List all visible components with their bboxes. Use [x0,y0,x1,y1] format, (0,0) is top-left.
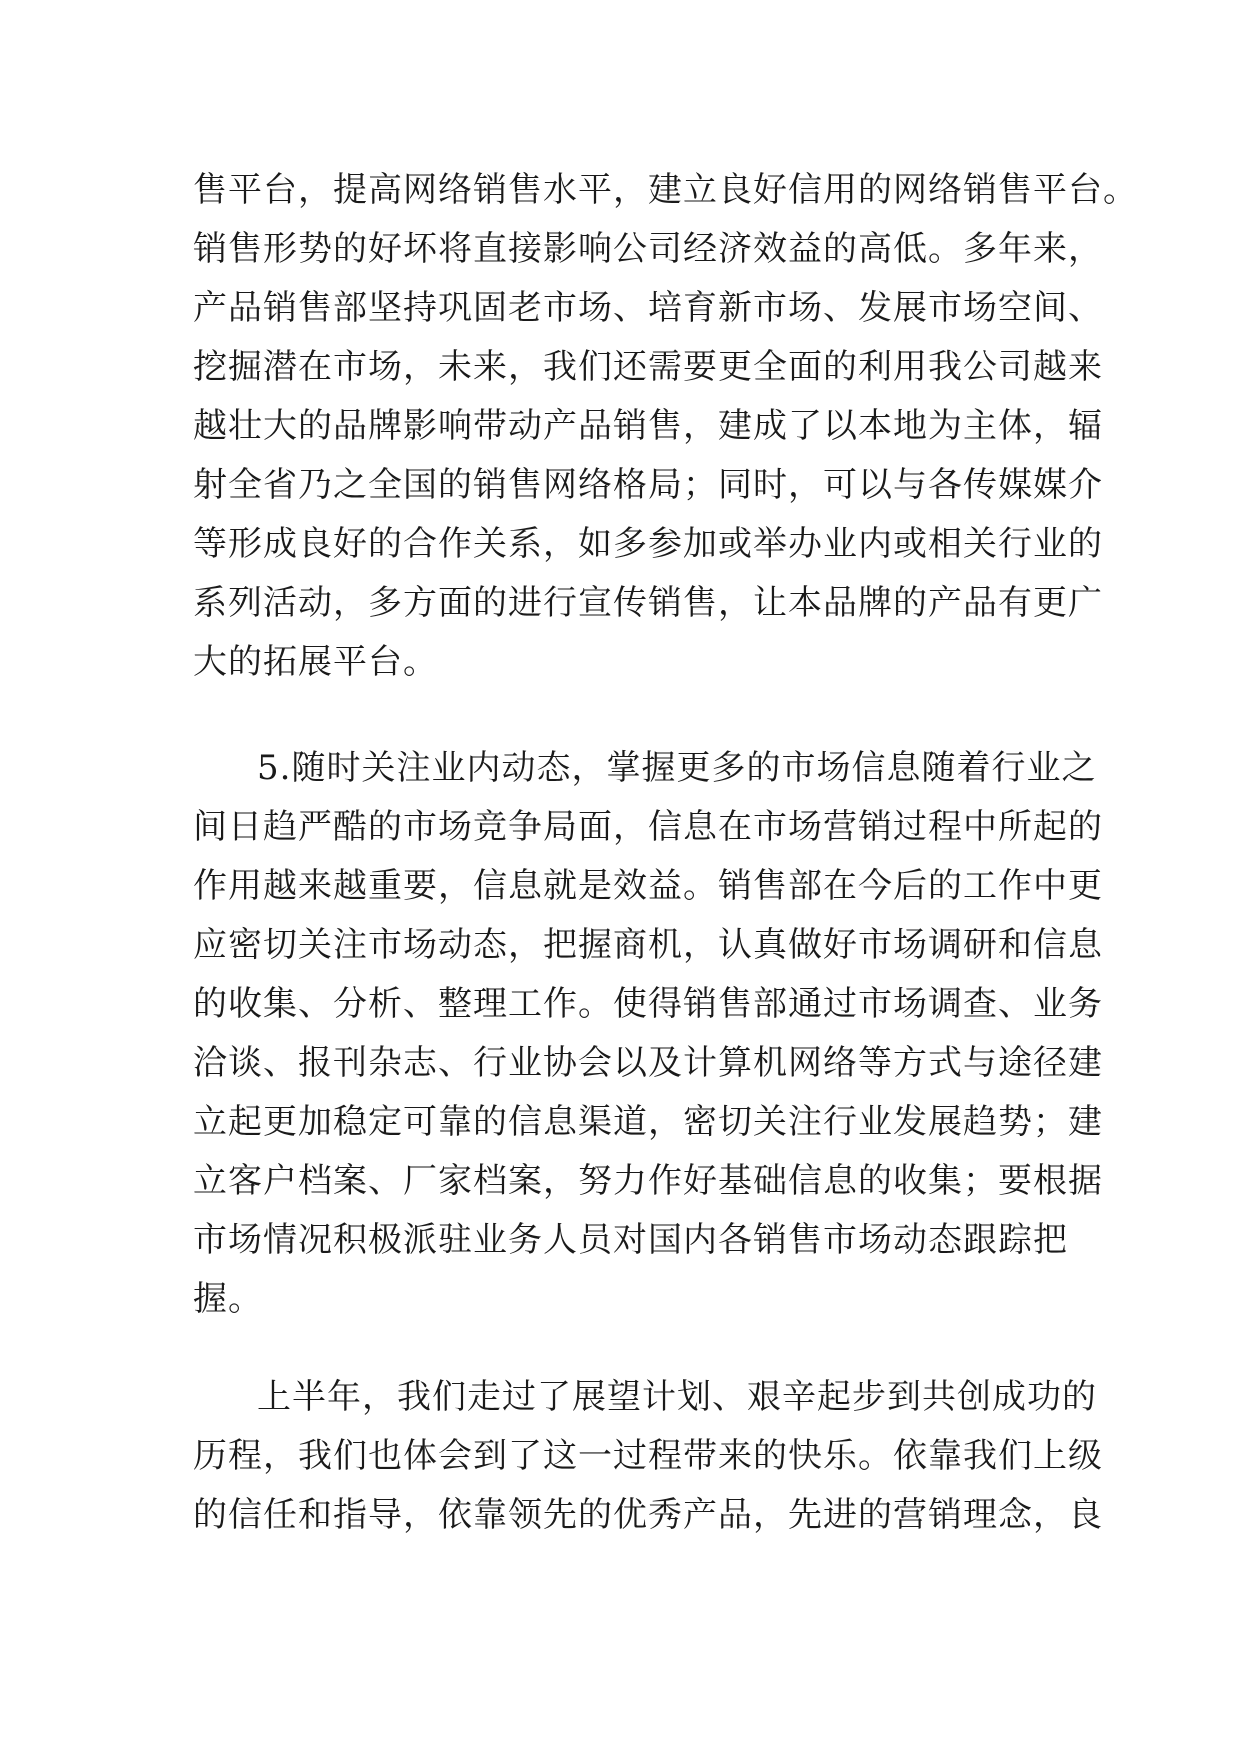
paragraph-line: 等形成良好的合作关系，如多参加或举办业内或相关行业的 [193,524,1103,564]
paragraph-line: 洽谈、报刊杂志、行业协会以及计算机网络等方式与途径建 [193,1043,1103,1083]
paragraph-line: 间日趋严酷的市场竞争局面，信息在市场营销过程中所起的 [193,807,1103,847]
paragraph-line: 的收集、分析、整理工作。使得销售部通过市场调查、业务 [193,984,1103,1024]
paragraph-line: 握。 [193,1279,263,1319]
paragraph-line: 射全省乃之全国的销售网络格局；同时，可以与各传媒媒介 [193,465,1103,505]
paragraph-line: 市场情况积极派驻业务人员对国内各销售市场动态跟踪把 [193,1220,1068,1260]
paragraph-line: 大的拓展平台。 [193,642,438,682]
paragraph-line: 挖掘潜在市场，未来，我们还需要更全面的利用我公司越来 [193,347,1103,387]
paragraph-line: 历程，我们也体会到了这一过程带来的快乐。依靠我们上级 [193,1436,1103,1476]
paragraph-market-info [193,739,1103,1329]
paragraph-line: 作用越来越重要，信息就是效益。销售部在今后的工作中更 [193,866,1103,906]
paragraph-line: 应密切关注市场动态，把握商机，认真做好市场调研和信息 [193,925,1103,965]
paragraph-line: 越壮大的品牌影响带动产品销售，建成了以本地为主体，辐 [193,406,1103,446]
paragraph-line: 销售形势的好坏将直接影响公司经济效益的高低。多年来， [193,229,1103,269]
paragraph-line: 的信任和指导，依靠领先的优秀产品，先进的营销理念，良 [193,1495,1103,1535]
paragraph-line: 产品销售部坚持巩固老市场、培育新市场、发展市场空间、 [193,288,1103,328]
paragraph-line: 上半年，我们走过了展望计划、艰辛起步到共创成功的 [257,1377,1097,1417]
paragraph-line: 5.随时关注业内动态，掌握更多的市场信息随着行业之 [257,748,1097,788]
paragraph-half-year-summary [193,1368,1103,1545]
paragraph-line: 售平台，提高网络销售水平，建立良好信用的网络销售平台。 [193,170,1138,210]
paragraph-line: 立客户档案、厂家档案，努力作好基础信息的收集；要根据 [193,1161,1103,1201]
paragraph-line: 系列活动，多方面的进行宣传销售，让本品牌的产品有更广 [193,583,1103,623]
paragraph-network-sales [193,161,1138,692]
paragraph-line: 立起更加稳定可靠的信息渠道，密切关注行业发展趋势；建 [193,1102,1103,1142]
